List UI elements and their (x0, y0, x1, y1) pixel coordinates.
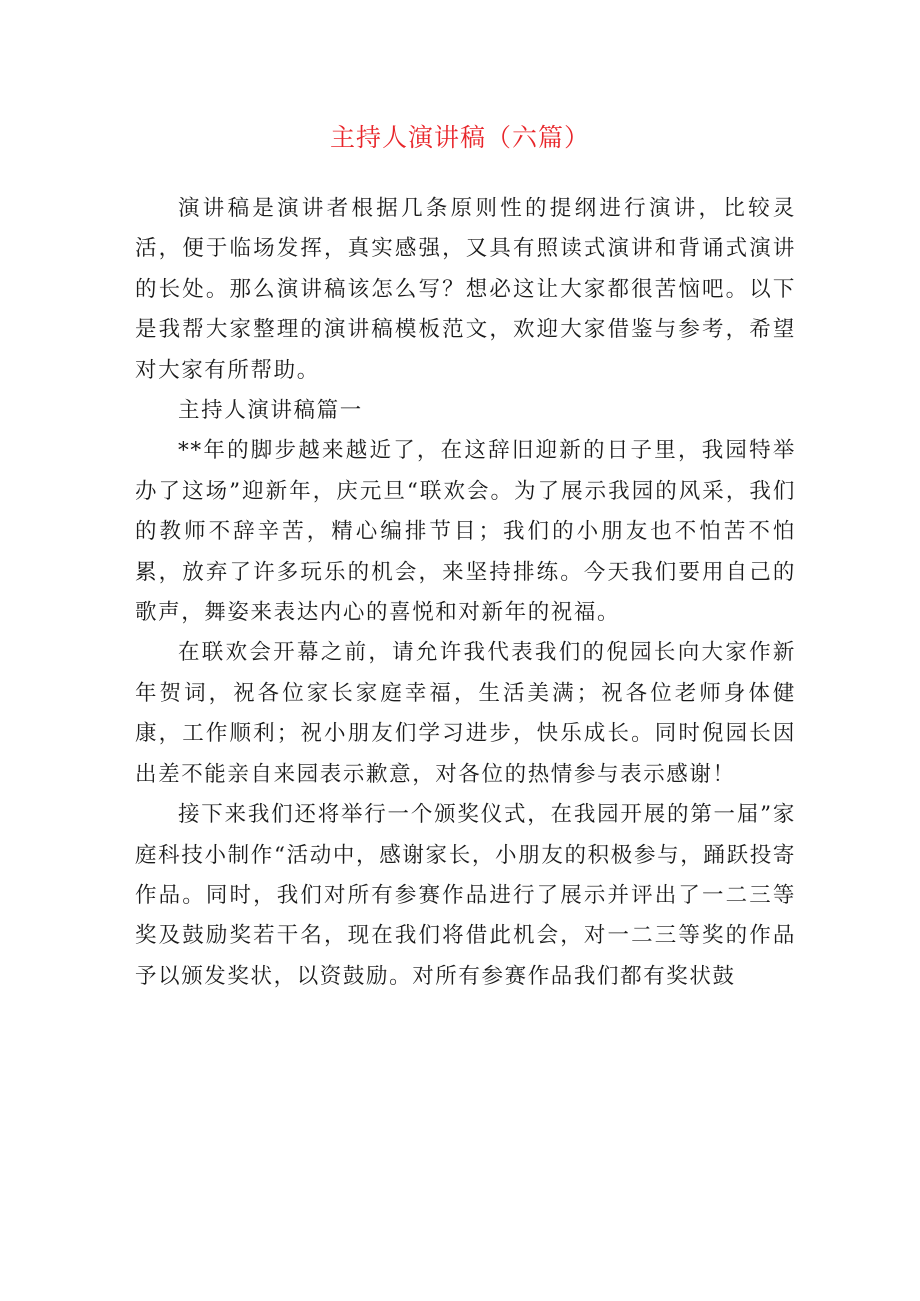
body-paragraph: 在联欢会开幕之前，请允许我代表我们的倪园长向大家作新年贺词，祝各位家长家庭幸福，生活美满；祝各位老师身体健康，工作顺利；祝小朋友们学习进步，快乐成长。同时倪园长因出差不能亲自来园表示歉意，对各位的热情参与表示感谢！ (135, 640, 796, 787)
section-heading: 主持人演讲稿篇一 (178, 398, 363, 424)
intro-paragraph: 演讲稿是演讲者根据几条原则性的提纲进行演讲，比较灵活，便于临场发挥，真实感强，又具有照读式演讲和背诵式演讲的长处。那么演讲稿该怎么写？想必这让大家都很苦恼吧。以下是我帮大家整理的演讲稿模板范文，欢迎大家借鉴与参考，希望对大家有所帮助。 (135, 196, 796, 383)
body-paragraph: **年的脚步越来越近了，在这辞旧迎新的日子里，我园特举办了这场”迎新年，庆元旦“联欢会。为了展示我园的风采，我们的教师不辞辛苦，精心编排节目；我们的小朋友也不怕苦不怕累，放弃了许多玩乐的机会，来坚持排练。今天我们要用自己的歌声，舞姿来表达内心的喜悦和对新年的祝福。 (135, 438, 796, 626)
document-body (135, 189, 796, 997)
body-paragraph: 接下来我们还将举行一个颁奖仪式，在我园开展的第一届”家庭科技小制作“活动中，感谢家长，小朋友的积极参与，踊跃投寄作品。同时，我们对所有参赛作品进行了展示并评出了一二三等奖及鼓励奖若干名，现在我们将借此机会，对一二三等奖的作品予以颁发奖状，以资鼓励。对所有参赛作品我们都有奖状鼓 (135, 802, 796, 989)
document-title: 主持人演讲稿（六篇） (329, 123, 590, 152)
